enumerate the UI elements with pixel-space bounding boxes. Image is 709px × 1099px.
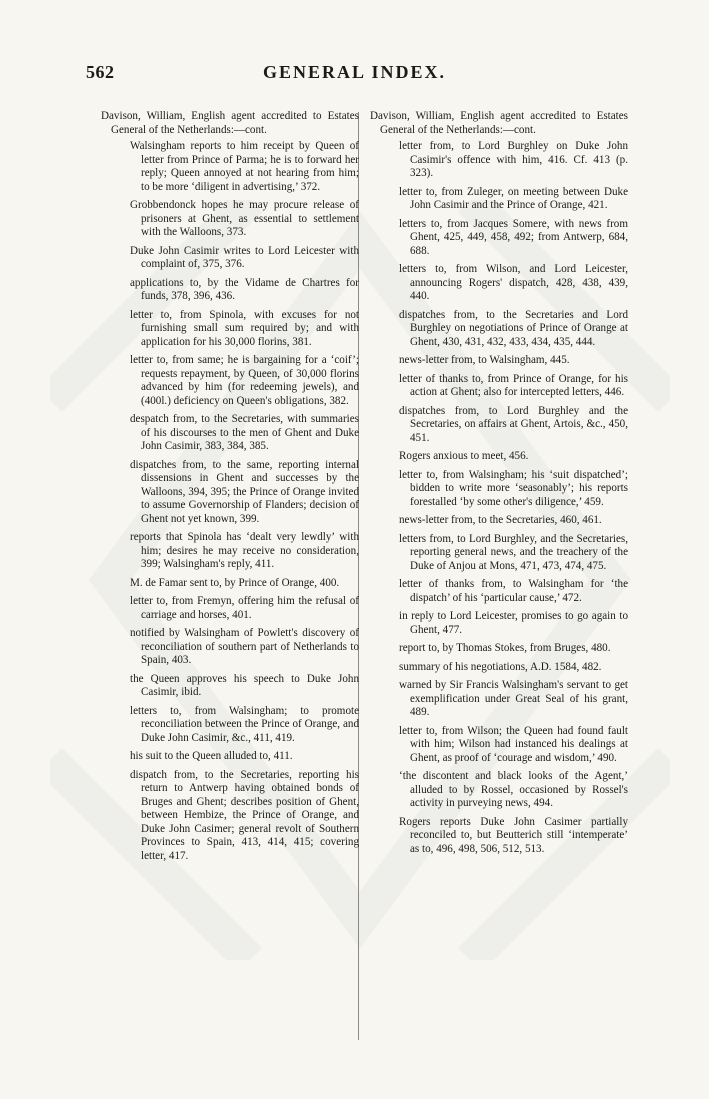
index-entry: the Queen approves his speech to Duke John Casimir, ibid. <box>130 672 359 698</box>
running-title: GENERAL INDEX. <box>262 62 447 82</box>
page-number: 562 <box>86 62 115 82</box>
index-entry: reports that Spinola has ‘dealt very lewdly’ with him; desires he may receive no consideration, 399; Walsingham's reply, 411. <box>130 531 359 570</box>
left-column <box>101 110 359 868</box>
index-entry: letter of thanks from, to Walsingham for ‘the dispatch’ of his ‘particular cause,’ 472. <box>399 578 628 604</box>
index-entry: dispatches from, to the same, reporting internal dissensions in Ghent and successes by the Walloons, 394, 395; the Prince of Orange invited to assume Governorship of Flanders; decision of Ghent not yet known, 399. <box>130 458 359 525</box>
index-entry: news-letter from, to Walsingham, 445. <box>399 354 570 366</box>
index-entry: letter to, from Fremyn, offering him the refusal of carriage and horses, 401. <box>130 595 359 621</box>
index-headword: Davison, William, English agent accredited to Estates General of the Netherlands:—cont. <box>101 110 359 136</box>
index-entry: notified by Walsingham of Powlett's discovery of reconciliation of southern part of Netherlands to Spain, 403. <box>130 627 359 666</box>
index-entry: Rogers reports Duke John Casimer partially reconciled to, but Beutterich still ‘intemperate’ as to, 496, 498, 506, 512, 513. <box>399 815 628 855</box>
index-entry: dispatches from, to Lord Burghley and the Secretaries, on affairs at Ghent, Artois, &c., 450, 451. <box>399 404 628 444</box>
index-entry: ‘the discontent and black looks of the Agent,’ alluded to by Rossel, occasioned by Rossel's activity in purveying news, 494. <box>399 770 628 809</box>
page-header <box>0 62 709 86</box>
index-entry: Grobbendonck hopes he may procure release of prisoners at Ghent, as essential to settlement with the Walloons, 373. <box>130 199 359 238</box>
index-entry: dispatch from, to the Secretaries, reporting his return to Antwerp having obtained bonds of Bruges and Ghent; describes position of Ghent, between Hembize, the Prince of Orange, and Duke John Casimer; general revolt of Southern Provinces to Spain, 413, 414, 415; covering letter, 417. <box>130 768 359 862</box>
index-entry: letter of thanks to, from Prince of Orange, for his action at Ghent; also for intercepted letters, 446. <box>399 372 628 398</box>
index-entry: Duke John Casimir writes to Lord Leicester with complaint of, 375, 376. <box>130 244 359 270</box>
index-entry: Rogers anxious to meet, 456. <box>399 450 529 462</box>
index-entry: letter to, from Spinola, with excuses for not furnishing small sum required by; and with application for his 30,000 florins, 381. <box>130 308 359 348</box>
index-entry: letter to, from same; he is bargaining for a ‘coif’; requests repayment, by Queen, of 30,000 florins advanced by him (for redeeming jewels), and (400l.) deficiency on Queen's obligations, 382. <box>130 354 359 407</box>
index-entry: letter to, from Walsingham; his ‘suit dispatched’; bidden to write more ‘seasonably’; his reports forestalled ‘by some other's diligence,’ 459. <box>399 468 628 508</box>
index-entry: despatch from, to the Secretaries, with summaries of his discourses to the men of Ghent and Duke John Casimir, 383, 384, 385. <box>130 413 359 452</box>
right-column <box>370 110 628 861</box>
index-headword: Davison, William, English agent accredited to Estates General of the Netherlands:—cont. <box>370 110 628 136</box>
index-entry: his suit to the Queen alluded to, 411. <box>130 750 293 762</box>
index-entry: letter to, from Wilson; the Queen had found fault with him; Wilson had instanced his dealings at Ghent, as proof of ‘courage and wisdom,’ 490. <box>399 724 628 764</box>
index-entry: Walsingham reports to him receipt by Queen of letter from Prince of Parma; he is to forward her reply; Queen annoyed at not hearing from him; to be more ‘diligent in advertising,’ 372. <box>130 140 359 193</box>
index-entry: report to, by Thomas Stokes, from Bruges, 480. <box>399 642 611 654</box>
index-entry: letters from, to Lord Burghley, and the Secretaries, reporting general news, and the treachery of the Duke of Anjou at Mons, 471, 473, 474, 475. <box>399 532 628 572</box>
index-entry: warned by Sir Francis Walsingham's servant to get exemplification under Great Seal of his grant, 489. <box>399 679 628 718</box>
index-entry: summary of his negotiations, A.D. 1584, 482. <box>399 660 602 673</box>
index-entry: dispatches from, to the Secretaries and Lord Burghley on negotiations of Prince of Orange at Ghent, 430, 431, 432, 433, 434, 435, 444. <box>399 308 628 348</box>
index-entry: in reply to Lord Leicester, promises to go again to Ghent, 477. <box>399 610 628 636</box>
index-entry: applications to, by the Vidame de Chartres for funds, 378, 396, 436. <box>130 276 359 302</box>
index-entry: M. de Famar sent to, by Prince of Orange, 400. <box>130 576 340 589</box>
index-entry: news-letter from, to the Secretaries, 460, 461. <box>399 514 602 526</box>
index-entry: letter to, from Zuleger, on meeting between Duke John Casimir and the Prince of Orange, 421. <box>399 185 628 211</box>
index-entry: letter from, to Lord Burghley on Duke John Casimir's offence with him, 416. Cf. 413 (p. 323). <box>399 140 628 179</box>
index-entry: letters to, from Jacques Somere, with news from Ghent, 425, 449, 458, 492; from Antwerp, 684, 688. <box>399 217 628 257</box>
index-entry: letters to, from Wilson, and Lord Leicester, announcing Rogers' dispatch, 428, 438, 439, 440. <box>399 263 628 302</box>
index-entry: letters to, from Walsingham; to promote reconciliation between the Prince of Orange, and Duke John Casimir, &c., 411, 419. <box>130 704 359 744</box>
